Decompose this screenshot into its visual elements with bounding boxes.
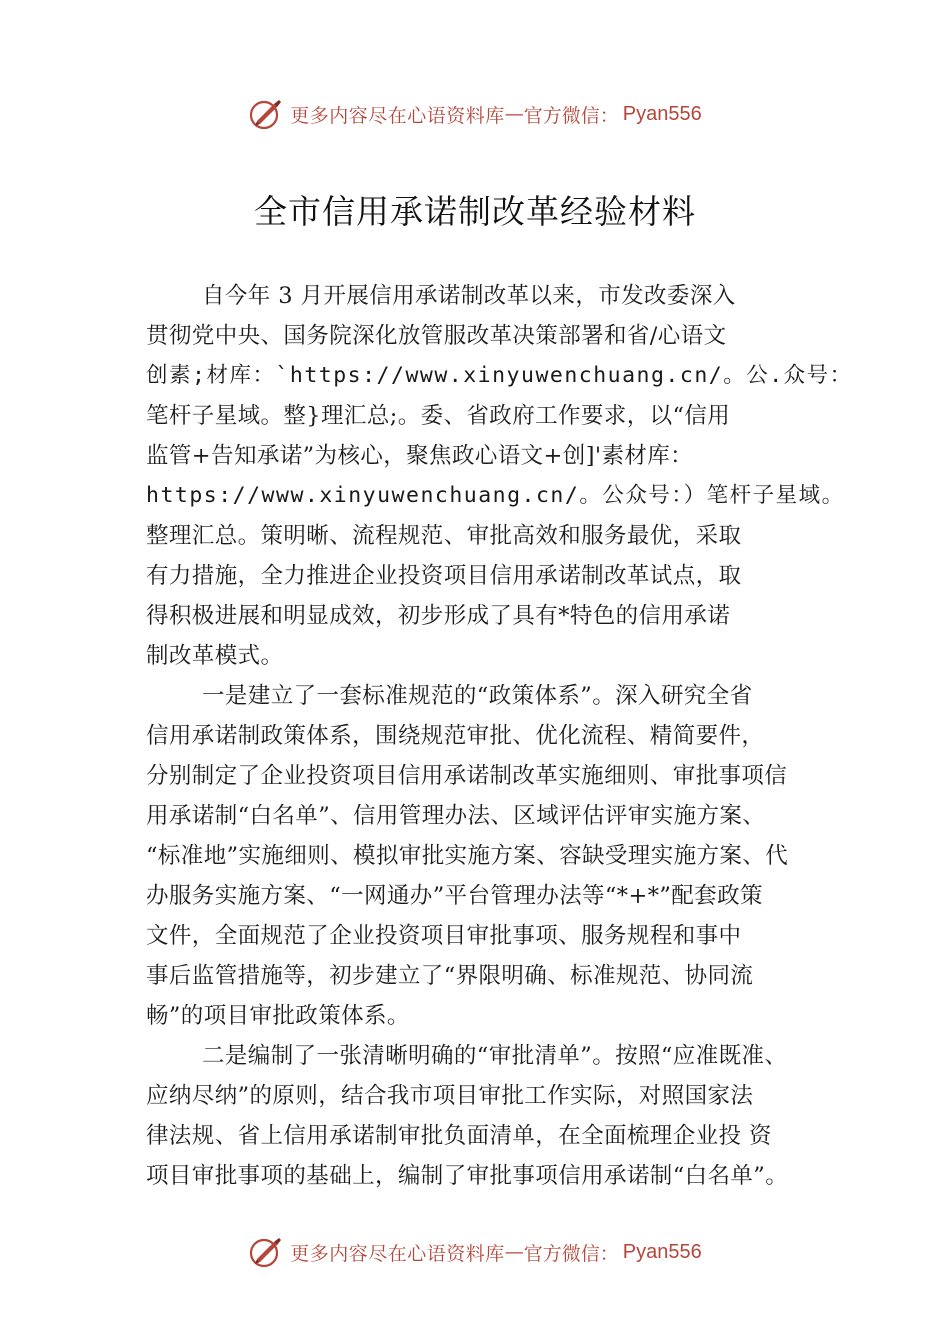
body-line: 用承诺制“白名单”、信用管理办法、区域评估评审实施方案、 <box>146 803 766 829</box>
banner-wechat-id: Pyan556 <box>622 1240 702 1263</box>
body-line: 文件，全面规范了企业投资项目审批事项、服务规程和事中 <box>146 923 742 949</box>
body-line: 整理汇总。策明晰、流程规范、审批高效和服务最优，采取 <box>146 523 742 549</box>
body-line: 分别制定了企业投资项目信用承诺制改革实施细则、审批事项信 <box>146 763 788 789</box>
header-banner <box>0 94 950 134</box>
banner-text: 更多内容尽在心语资料库 <box>290 104 505 127</box>
body-line: 事后监管措施等，初步建立了“界限明确、标准规范、协同流 <box>146 963 754 989</box>
body-line: 办服务实施方案、“一网通办”平台管理办法等“*+*”配套政策 <box>146 883 763 909</box>
body-line: 畅”的项目审批政策体系。 <box>146 1003 410 1029</box>
body-line: 有力措施，全力推进企业投资项目信用承诺制改革试点，取 <box>146 563 742 589</box>
banner-wechat-label: 官方微信： <box>523 1242 619 1265</box>
document-body <box>146 276 853 1196</box>
banner-separator: — <box>504 1241 524 1263</box>
body-line: 律法规、省上信用承诺制审批负面清单，在全面梳理企业投 资 <box>146 1123 772 1149</box>
body-line: https://www.xinyuwenchuang.cn/。公众号：）笔杆子星域。 <box>146 483 845 508</box>
body-line: 一是建立了一套标准规范的“政策体系”。深入研究全省 <box>202 683 753 709</box>
banner-separator: — <box>504 103 524 125</box>
body-line: 得积极进展和明显成效，初步形成了具有*特色的信用承诺 <box>146 603 731 629</box>
body-line: 制改革模式。 <box>146 643 284 669</box>
body-line: 自今年 3 月开展信用承诺制改革以来，市发改委深入 <box>202 283 736 309</box>
body-line: 笔杆子星域。整}理汇总;。委、省政府工作要求，以“信用 <box>146 403 731 429</box>
banner-wechat-id: Pyan556 <box>622 102 702 125</box>
document-title: 全市信用承诺制改革经验材料 <box>254 192 696 231</box>
banner-text: 更多内容尽在心语资料库 <box>290 1242 505 1265</box>
body-line: 信用承诺制政策体系，围绕规范审批、优化流程、精简要件， <box>146 723 765 749</box>
body-line: 创素;材库：`https://www.xinyuwenchuang.cn/。公.众号： <box>146 363 853 388</box>
pen-logo-icon <box>248 1234 284 1270</box>
pen-logo-icon <box>248 96 284 132</box>
body-line: 贯彻党中央、国务院深化放管服改革决策部署和省/心语文 <box>146 323 727 349</box>
body-line: 监管+告知承诺”为核心，聚焦政心语文+创]'素材库： <box>146 443 694 469</box>
body-line: 二是编制了一张清晰明确的“审批清单”。按照“应准既准、 <box>202 1043 788 1069</box>
footer-banner <box>0 1232 950 1272</box>
body-line: 项目审批事项的基础上，编制了审批事项信用承诺制“白名单”。 <box>146 1163 789 1189</box>
banner-wechat-label: 官方微信： <box>523 104 619 127</box>
body-line: “标准地”实施细则、模拟审批实施方案、容缺受理实施方案、代 <box>146 843 789 869</box>
body-line: 应纳尽纳”的原则，结合我市项目审批工作实际，对照国家法 <box>146 1083 754 1109</box>
